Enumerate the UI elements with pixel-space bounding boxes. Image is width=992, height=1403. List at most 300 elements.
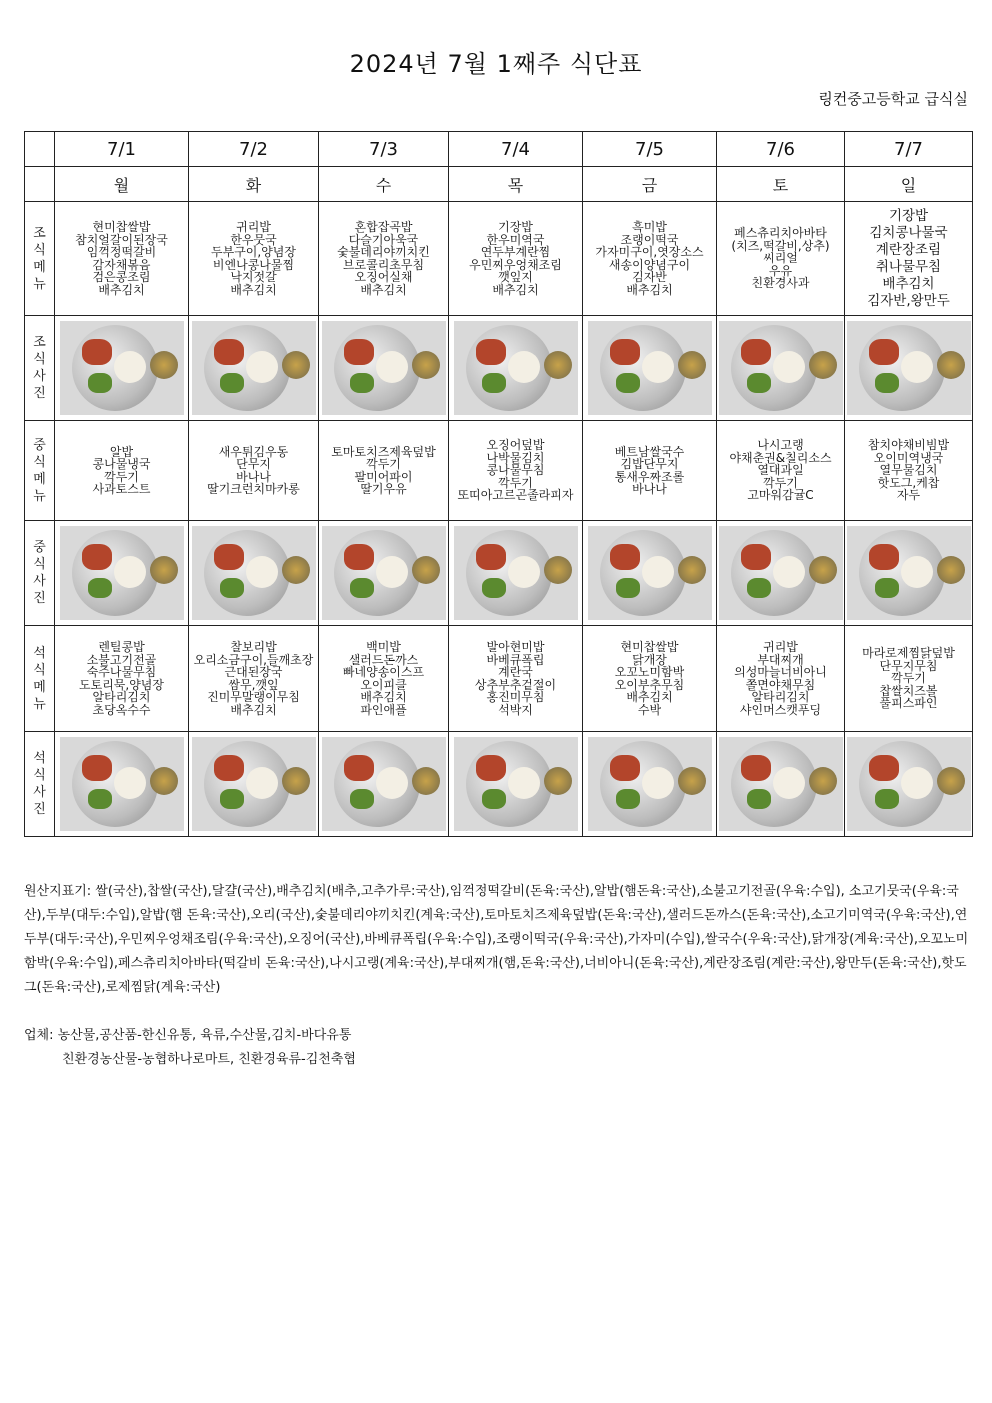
meal-photo xyxy=(454,526,578,620)
soup-bowl xyxy=(544,351,572,379)
side-dish xyxy=(220,789,244,809)
day-cell: 화 xyxy=(189,167,319,202)
menu-item: 흑미밥 xyxy=(632,220,667,234)
menu-item: 베트남쌀국수 xyxy=(614,444,685,459)
soup-bowl xyxy=(412,767,440,795)
menu-item: 소불고기전골 xyxy=(86,652,157,667)
menu-item: 브로콜리초무침 xyxy=(342,257,425,272)
row-label-char: 뉴 xyxy=(33,696,46,712)
menu-item: 풀피스파인 xyxy=(879,696,938,711)
soup-bowl xyxy=(678,351,706,379)
menu-item: 백미밥 xyxy=(366,640,401,654)
menu-item: 혼합잡곡밥 xyxy=(354,220,413,234)
menu-item: 알타리김치 xyxy=(751,690,810,704)
menu-item: 바베큐폭립 xyxy=(486,652,545,667)
soup-bowl xyxy=(282,556,310,584)
menu-item: 참치야채비빔밥 xyxy=(867,438,950,453)
side-dish xyxy=(875,373,899,393)
menu-item: 참치얼갈이된장국 xyxy=(75,232,168,247)
dinner-menu-cell xyxy=(189,626,319,732)
soup-bowl xyxy=(937,351,965,379)
menu-item: 파인애플 xyxy=(360,702,407,717)
menu-item: 귀리밥 xyxy=(236,220,271,234)
soup-bowl xyxy=(150,767,178,795)
breakfast-menu-cell xyxy=(449,202,583,316)
side-dish xyxy=(747,373,771,393)
food-item xyxy=(214,755,244,781)
side-dish xyxy=(482,789,506,809)
meal-photo xyxy=(847,321,971,415)
menu-item: 친환경사과 xyxy=(751,276,810,291)
menu-item: 숙주나물무침 xyxy=(86,665,157,679)
breakfast-photo xyxy=(845,316,973,421)
menu-item: 통새우짜조롤 xyxy=(614,469,685,484)
breakfast-photo xyxy=(449,316,583,421)
rice-portion xyxy=(246,556,278,588)
soup-bowl xyxy=(544,767,572,795)
lunch-photo xyxy=(189,521,319,626)
menu-item: 감자채볶음 xyxy=(92,257,151,272)
food-item xyxy=(741,544,771,570)
side-dish xyxy=(747,578,771,598)
row-label-char: 진 xyxy=(33,591,46,606)
row-label-char: 식 xyxy=(33,352,46,367)
menu-item: 우민찌우엉채조림 xyxy=(469,257,562,272)
meal-photo xyxy=(60,526,184,620)
corner-cell xyxy=(25,167,55,202)
menu-item: 배추김치 xyxy=(230,702,277,717)
lunch-photo xyxy=(449,521,583,626)
dinner-menu-cell xyxy=(449,626,583,732)
food-item xyxy=(344,339,374,365)
food-item xyxy=(741,755,771,781)
menu-item: 깍두기 xyxy=(891,671,926,686)
side-dish xyxy=(88,373,112,393)
menu-item: 임꺽정떡갈비 xyxy=(86,245,157,259)
menu-item: 깍두기 xyxy=(498,475,533,490)
menu-item: 닭개장 xyxy=(632,652,667,667)
side-dish xyxy=(747,789,771,809)
menu-item: 씨리얼 xyxy=(763,251,798,266)
rice-portion xyxy=(246,351,278,383)
rice-portion xyxy=(508,351,540,383)
menu-item: 배추김치 xyxy=(98,282,145,297)
row-label-char: 식 xyxy=(33,242,46,258)
vendor-info xyxy=(24,1024,972,1072)
food-item xyxy=(82,755,112,781)
row-label-char: 식 xyxy=(33,768,46,783)
menu-item: 부대찌개 xyxy=(757,652,804,667)
menu-item: 알타리김치 xyxy=(92,690,151,704)
soup-bowl xyxy=(282,351,310,379)
row-label-breakfast-menu xyxy=(25,202,55,316)
menu-item: 고마워감귤C xyxy=(747,488,814,503)
menu-item: 렌틸콩밥 xyxy=(98,640,145,654)
menu-item: 단무지무침 xyxy=(879,658,938,673)
row-label-char: 메 xyxy=(33,259,46,275)
menu-item: 깍두기 xyxy=(104,469,139,484)
day-cell: 일 xyxy=(845,167,973,202)
menu-item: 기장밥 xyxy=(888,207,929,224)
menu-item: 의성마늘너비아니 xyxy=(734,665,827,679)
side-dish xyxy=(482,578,506,598)
menu-item: 근대된장국 xyxy=(224,665,283,679)
dinner-photo xyxy=(717,732,845,837)
soup-bowl xyxy=(809,556,837,584)
row-label-char: 식 xyxy=(33,557,46,572)
breakfast-photo xyxy=(189,316,319,421)
soup-bowl xyxy=(678,556,706,584)
rice-portion xyxy=(508,556,540,588)
menu-item: 찰보리밥 xyxy=(230,640,277,654)
menu-item: 우유 xyxy=(768,263,793,278)
rice-portion xyxy=(901,556,933,588)
food-item xyxy=(82,544,112,570)
meal-photo xyxy=(454,737,578,831)
date-cell: 7/3 xyxy=(319,132,449,167)
lunch-photo xyxy=(845,521,973,626)
day-cell: 금 xyxy=(583,167,717,202)
menu-item: 숯불데리야끼치킨 xyxy=(337,245,430,259)
meal-photo xyxy=(192,321,316,415)
dinner-photo-row xyxy=(25,732,973,837)
side-dish xyxy=(482,373,506,393)
menu-item: 토마토치즈제육덮밥 xyxy=(331,444,436,459)
menu-item: 바나나 xyxy=(632,482,667,496)
lunch-menu-cell xyxy=(55,421,189,521)
menu-item: 팔미어파이 xyxy=(354,469,413,484)
menu-item: 조랭이떡국 xyxy=(620,232,679,247)
menu-item: 계란장조림 xyxy=(875,241,942,258)
menu-item: 연두부계란찜 xyxy=(480,245,551,259)
menu-item: 기장밥 xyxy=(498,220,533,234)
side-dish xyxy=(875,789,899,809)
row-label-char: 조 xyxy=(33,335,46,350)
meal-photo xyxy=(847,737,971,831)
row-label-char: 메 xyxy=(33,471,46,487)
menu-item: 자두 xyxy=(896,488,921,503)
breakfast-menu-cell xyxy=(845,202,973,316)
row-label-char: 메 xyxy=(33,679,46,695)
row-label-breakfast-photo xyxy=(25,316,55,421)
breakfast-photo-row xyxy=(25,316,973,421)
dinner-menu-cell xyxy=(717,626,845,732)
menu-item: 한우미역국 xyxy=(486,232,545,247)
breakfast-menu-row xyxy=(25,202,973,316)
food-item xyxy=(476,544,506,570)
food-item xyxy=(476,755,506,781)
soup-bowl xyxy=(809,767,837,795)
lunch-menu-row xyxy=(25,421,973,521)
menu-item: 깻잎지 xyxy=(498,270,533,284)
menu-item: 배추김치 xyxy=(882,275,935,292)
menu-item: 배추김치 xyxy=(626,282,673,297)
menu-item: 김밥단무지 xyxy=(620,457,679,471)
date-cell: 7/7 xyxy=(845,132,973,167)
side-dish xyxy=(220,578,244,598)
dinner-photo xyxy=(583,732,717,837)
breakfast-photo xyxy=(319,316,449,421)
rice-portion xyxy=(246,767,278,799)
menu-item: 나박물김치 xyxy=(486,450,545,465)
soup-bowl xyxy=(544,556,572,584)
rice-portion xyxy=(901,767,933,799)
meal-photo xyxy=(588,321,712,415)
dinner-photo xyxy=(449,732,583,837)
dinner-photo xyxy=(845,732,973,837)
meal-photo xyxy=(454,321,578,415)
menu-item: 마라로제찜닭덮밥 xyxy=(862,646,955,661)
food-item xyxy=(869,755,899,781)
side-dish xyxy=(616,578,640,598)
menu-item: 페스츄리치아바타 xyxy=(734,226,827,241)
rice-portion xyxy=(773,351,805,383)
day-cell: 토 xyxy=(717,167,845,202)
corner-cell xyxy=(25,132,55,167)
lunch-photo xyxy=(583,521,717,626)
menu-item: 알밥 xyxy=(109,444,134,459)
side-dish xyxy=(350,373,374,393)
row-label-char: 중 xyxy=(33,437,46,453)
meal-photo xyxy=(192,526,316,620)
menu-item: 귀리밥 xyxy=(763,640,798,654)
menu-item: 찹쌀치즈볼 xyxy=(879,683,938,698)
lunch-menu-cell xyxy=(449,421,583,521)
menu-item: 쫄면야채무침 xyxy=(745,677,816,692)
lunch-menu-cell xyxy=(583,421,717,521)
menu-item: 상추부추겉절이 xyxy=(474,677,557,692)
dinner-menu-row xyxy=(25,626,973,732)
dinner-menu-cell xyxy=(55,626,189,732)
lunch-photo xyxy=(55,521,189,626)
side-dish xyxy=(350,578,374,598)
meal-photo xyxy=(719,321,843,415)
menu-item: 다슬기아욱국 xyxy=(348,232,419,247)
lunch-photo-row xyxy=(25,521,973,626)
row-label-char: 식 xyxy=(33,454,46,470)
menu-item: 오이부추무침 xyxy=(614,677,685,692)
soup-bowl xyxy=(412,351,440,379)
dinner-photo xyxy=(319,732,449,837)
soup-bowl xyxy=(282,767,310,795)
menu-item: 또띠아고르곤졸라피자 xyxy=(457,488,574,503)
row-label-char: 식 xyxy=(33,662,46,678)
menu-item: 김자반,왕만두 xyxy=(867,292,950,309)
menu-item: 수박 xyxy=(637,702,662,717)
menu-item: 열무물김치 xyxy=(879,463,938,478)
menu-item: 가자미구이,엿장소스 xyxy=(595,245,704,259)
meal-photo xyxy=(60,321,184,415)
side-dish xyxy=(220,373,244,393)
food-item xyxy=(344,755,374,781)
menu-item: 배추김치 xyxy=(230,282,277,297)
menu-item: 사과토스트 xyxy=(92,482,151,496)
row-label-lunch-menu xyxy=(25,421,55,521)
menu-item: 배추김치 xyxy=(360,690,407,704)
menu-item: (치즈,떡갈비,상추) xyxy=(731,238,830,253)
date-cell: 7/1 xyxy=(55,132,189,167)
rice-portion xyxy=(901,351,933,383)
soup-bowl xyxy=(150,351,178,379)
menu-item: 두부구이,양념장 xyxy=(211,245,296,259)
rice-portion xyxy=(508,767,540,799)
row-label-char: 사 xyxy=(33,574,46,589)
menu-item: 계란국 xyxy=(498,665,533,679)
meal-photo xyxy=(60,737,184,831)
menu-item: 발아현미밥 xyxy=(486,640,545,654)
breakfast-menu-cell xyxy=(55,202,189,316)
rice-portion xyxy=(642,351,674,383)
day-row xyxy=(25,167,973,202)
breakfast-menu-cell xyxy=(717,202,845,316)
menu-item: 새우튀김우동 xyxy=(218,444,289,459)
rice-portion xyxy=(773,767,805,799)
row-label-dinner-menu xyxy=(25,626,55,732)
breakfast-menu-cell xyxy=(319,202,449,316)
lunch-menu-cell xyxy=(845,421,973,521)
meal-photo xyxy=(192,737,316,831)
dinner-menu-cell xyxy=(319,626,449,732)
menu-item: 바나나 xyxy=(236,469,271,484)
dinner-menu-cell xyxy=(845,626,973,732)
lunch-menu-cell xyxy=(189,421,319,521)
menu-item: 야채춘권&칠리소스 xyxy=(729,450,832,465)
row-label-char: 진 xyxy=(33,802,46,817)
menu-item: 샐러드돈까스 xyxy=(348,652,419,667)
menu-item: 깍두기 xyxy=(763,475,798,490)
menu-item: 진미무말랭이무침 xyxy=(207,690,300,704)
vendor-line: 친환경농산물-농협하나로마트, 친환경육류-김천축협 xyxy=(62,1052,356,1067)
menu-item: 새송이양념구이 xyxy=(608,257,691,272)
meal-photo xyxy=(719,526,843,620)
school-cafeteria-label: 링컨중고등학교 급식실 xyxy=(818,90,968,108)
food-item xyxy=(214,339,244,365)
soup-bowl xyxy=(937,556,965,584)
food-item xyxy=(610,755,640,781)
side-dish xyxy=(88,789,112,809)
rice-portion xyxy=(642,556,674,588)
menu-item: 오이피클 xyxy=(360,677,407,692)
rice-portion xyxy=(642,767,674,799)
menu-item: 현미찹쌀밥 xyxy=(620,640,679,654)
menu-item: 핫도그,케찹 xyxy=(877,475,940,490)
breakfast-menu-cell xyxy=(583,202,717,316)
row-label-dinner-photo xyxy=(25,732,55,837)
menu-item: 빠네양송이스프 xyxy=(342,665,425,679)
row-label-char: 진 xyxy=(33,386,46,401)
date-cell: 7/5 xyxy=(583,132,717,167)
page-title: 2024년 7월 1째주 식단표 xyxy=(349,50,643,78)
date-row xyxy=(25,132,973,167)
menu-item: 오징어덮밥 xyxy=(486,438,545,453)
menu-item: 한우뭇국 xyxy=(230,232,277,247)
row-label-char: 사 xyxy=(33,369,46,384)
menu-item: 쌈무,깻잎 xyxy=(228,677,279,692)
breakfast-menu-cell xyxy=(189,202,319,316)
lunch-menu-cell xyxy=(319,421,449,521)
menu-item: 샤인머스캣푸딩 xyxy=(739,702,822,717)
rice-portion xyxy=(376,767,408,799)
menu-item: 석박지 xyxy=(498,702,533,717)
row-label-char: 석 xyxy=(33,645,46,661)
row-label-char: 뉴 xyxy=(33,276,46,292)
meal-photo xyxy=(719,737,843,831)
menu-item: 콩나물무침 xyxy=(486,463,545,478)
side-dish xyxy=(88,578,112,598)
menu-item: 열대과일 xyxy=(757,463,804,478)
lunch-photo xyxy=(717,521,845,626)
meal-photo xyxy=(322,737,446,831)
menu-item: 비엔나콩나물찜 xyxy=(212,257,295,272)
food-item xyxy=(869,544,899,570)
meal-photo xyxy=(322,321,446,415)
meal-photo xyxy=(322,526,446,620)
food-item xyxy=(214,544,244,570)
dinner-menu-cell xyxy=(583,626,717,732)
food-item xyxy=(869,339,899,365)
row-label-char: 조 xyxy=(33,225,46,241)
day-cell: 수 xyxy=(319,167,449,202)
dinner-photo xyxy=(189,732,319,837)
dinner-photo xyxy=(55,732,189,837)
meal-photo xyxy=(588,737,712,831)
soup-bowl xyxy=(678,767,706,795)
menu-item: 배추김치 xyxy=(360,282,407,297)
day-cell: 목 xyxy=(449,167,583,202)
day-cell: 월 xyxy=(55,167,189,202)
rice-portion xyxy=(114,556,146,588)
menu-item: 딸기우유 xyxy=(360,482,407,496)
breakfast-photo xyxy=(583,316,717,421)
breakfast-photo xyxy=(55,316,189,421)
menu-item: 배추김치 xyxy=(492,282,539,297)
menu-item: 홍진미무침 xyxy=(486,690,545,704)
side-dish xyxy=(350,789,374,809)
menu-item: 현미찹쌀밥 xyxy=(92,220,151,234)
soup-bowl xyxy=(412,556,440,584)
rice-portion xyxy=(376,351,408,383)
food-item xyxy=(476,339,506,365)
soup-bowl xyxy=(150,556,178,584)
rice-portion xyxy=(773,556,805,588)
food-item xyxy=(741,339,771,365)
origin-labeling-note: 원산지표기: 쌀(국산),찹쌀(국산),달걀(국산),배추김치(배추,고추가루:국산),임꺽정떡갈비(돈육:국산),알밥(햄돈육:국산),소불고기전골(우육:수입), 소고기뭇국(우육:국산),두부(대두:수입),알밥(햄 돈육:국산),오리(국산),숯불데리야끼치킨(계육:국산),토마토치즈제육덮밥(돈육:국산),샐러드돈까스(돈육:국산),소고기미역국(우육:국산),연두부(대두:국산),우민찌우엉채조림(우육:국산),오징어(국산),바베큐폭립(우육:수입),조랭이떡국(우육:국산),가자미(수입),쌀국수(우육:국산),닭개장(계육:국산),오꼬노미함박(우육:수입),페스츄리치아바타(떡갈비 돈육:국산),나시고랭(계육:국산),부대찌개(햄,돈육:국산),너비아니(돈육:국산),계란장조림(계란:국산),왕만두(돈육:국산),핫도그(돈육:국산),로제찜닭(계육:국산) xyxy=(24,884,969,995)
vendor-line: 업체: 농산물,공산품-한신유통, 육류,수산물,김치-바다유통 xyxy=(24,1028,352,1043)
food-item xyxy=(82,339,112,365)
date-cell: 7/6 xyxy=(717,132,845,167)
menu-item: 취나물무침 xyxy=(875,258,942,275)
rice-portion xyxy=(376,556,408,588)
menu-item: 김치콩나물국 xyxy=(869,224,948,241)
menu-item: 도토리묵,양념장 xyxy=(79,677,164,692)
menu-item: 오리소금구이,들깨초장 xyxy=(193,652,314,667)
food-item xyxy=(610,339,640,365)
food-item xyxy=(610,544,640,570)
menu-item: 낙지젓갈 xyxy=(230,270,277,284)
row-label-char: 석 xyxy=(33,751,46,766)
menu-item: 나시고랭 xyxy=(757,438,804,453)
menu-item: 배추김치 xyxy=(626,690,673,704)
food-item xyxy=(344,544,374,570)
date-cell: 7/4 xyxy=(449,132,583,167)
menu-item: 오이미역냉국 xyxy=(873,450,944,465)
menu-item: 깍두기 xyxy=(366,457,401,471)
row-label-char: 사 xyxy=(33,785,46,800)
soup-bowl xyxy=(809,351,837,379)
lunch-menu-cell xyxy=(717,421,845,521)
rice-portion xyxy=(114,351,146,383)
side-dish xyxy=(616,373,640,393)
